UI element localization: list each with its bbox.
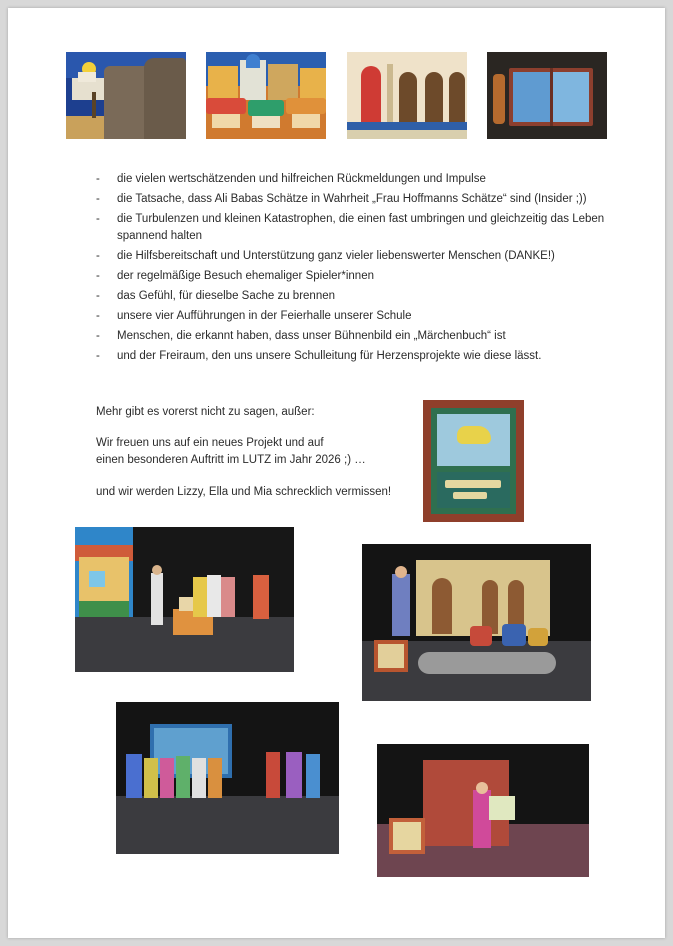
list-marker: -	[96, 310, 100, 322]
list-item-text: der regelmäßige Besuch ehemaliger Spieler*innen	[117, 270, 374, 282]
list-marker: -	[96, 350, 100, 362]
list-item-text: die Hilfsbereitschaft und Unterstützung ganz vieler liebenswerter Menschen (DANKE!)	[117, 250, 555, 262]
list-marker: -	[96, 270, 100, 282]
bullet-list	[96, 171, 606, 368]
framed-danke-picture	[423, 400, 524, 522]
list-item	[96, 288, 606, 305]
photo-stage-scene-solo	[377, 744, 589, 877]
photo-palace-wall	[347, 52, 467, 139]
photo-market-street	[206, 52, 326, 139]
photo-stage-scene-group	[116, 702, 339, 854]
list-item-text: die vielen wertschätzenden und hilfreichen Rückmeldungen und Impulse	[117, 173, 486, 185]
list-marker: -	[96, 193, 100, 205]
closing-text-block	[96, 404, 396, 516]
photo-stage-scene-cave	[362, 544, 591, 701]
list-item	[96, 328, 606, 345]
list-marker: -	[96, 173, 100, 185]
photo-open-book-prop	[487, 52, 607, 139]
list-item	[96, 191, 606, 208]
list-item	[96, 171, 606, 188]
list-marker: -	[96, 213, 100, 225]
list-marker: -	[96, 330, 100, 342]
list-item	[96, 211, 606, 245]
document-page	[8, 8, 665, 938]
closing-paragraph-2-line-2: einen besonderen Auftritt im LUTZ im Jahr 2026 ;) …	[96, 454, 366, 466]
list-marker: -	[96, 250, 100, 262]
list-item-text: das Gefühl, für dieselbe Sache zu brennen	[117, 290, 336, 302]
list-item-text: Menschen, die erkannt haben, dass unser Bühnenbild ein „Märchenbuch“ ist	[117, 330, 506, 342]
list-item	[96, 268, 606, 285]
top-image-strip	[66, 52, 606, 139]
list-item-text: und der Freiraum, den uns unsere Schulleitung für Herzensprojekte wie diese lässt.	[117, 350, 542, 362]
photo-backdrop-sea-rocks	[66, 52, 186, 139]
list-item-text: die Tatsache, dass Ali Babas Schätze in Wahrheit „Frau Hoffmanns Schätze“ sind (Insider ;))	[117, 193, 587, 205]
list-item-text: unsere vier Aufführungen in der Feierhalle unserer Schule	[117, 310, 412, 322]
list-item	[96, 248, 606, 265]
closing-paragraph-2-line-1: Wir freuen uns auf ein neues Projekt und auf	[96, 437, 324, 449]
photo-stage-scene-market	[75, 527, 294, 672]
list-item	[96, 348, 606, 365]
list-item	[96, 308, 606, 325]
list-marker: -	[96, 290, 100, 302]
list-item-text: die Turbulenzen und kleinen Katastrophen, die einen fast umbringen und gleichzeitig das Leben spannend halten	[117, 213, 605, 242]
closing-paragraph-1: Mehr gibt es vorerst nicht zu sagen, außer:	[96, 406, 315, 418]
closing-paragraph-3: und wir werden Lizzy, Ella und Mia schrecklich vermissen!	[96, 486, 392, 498]
